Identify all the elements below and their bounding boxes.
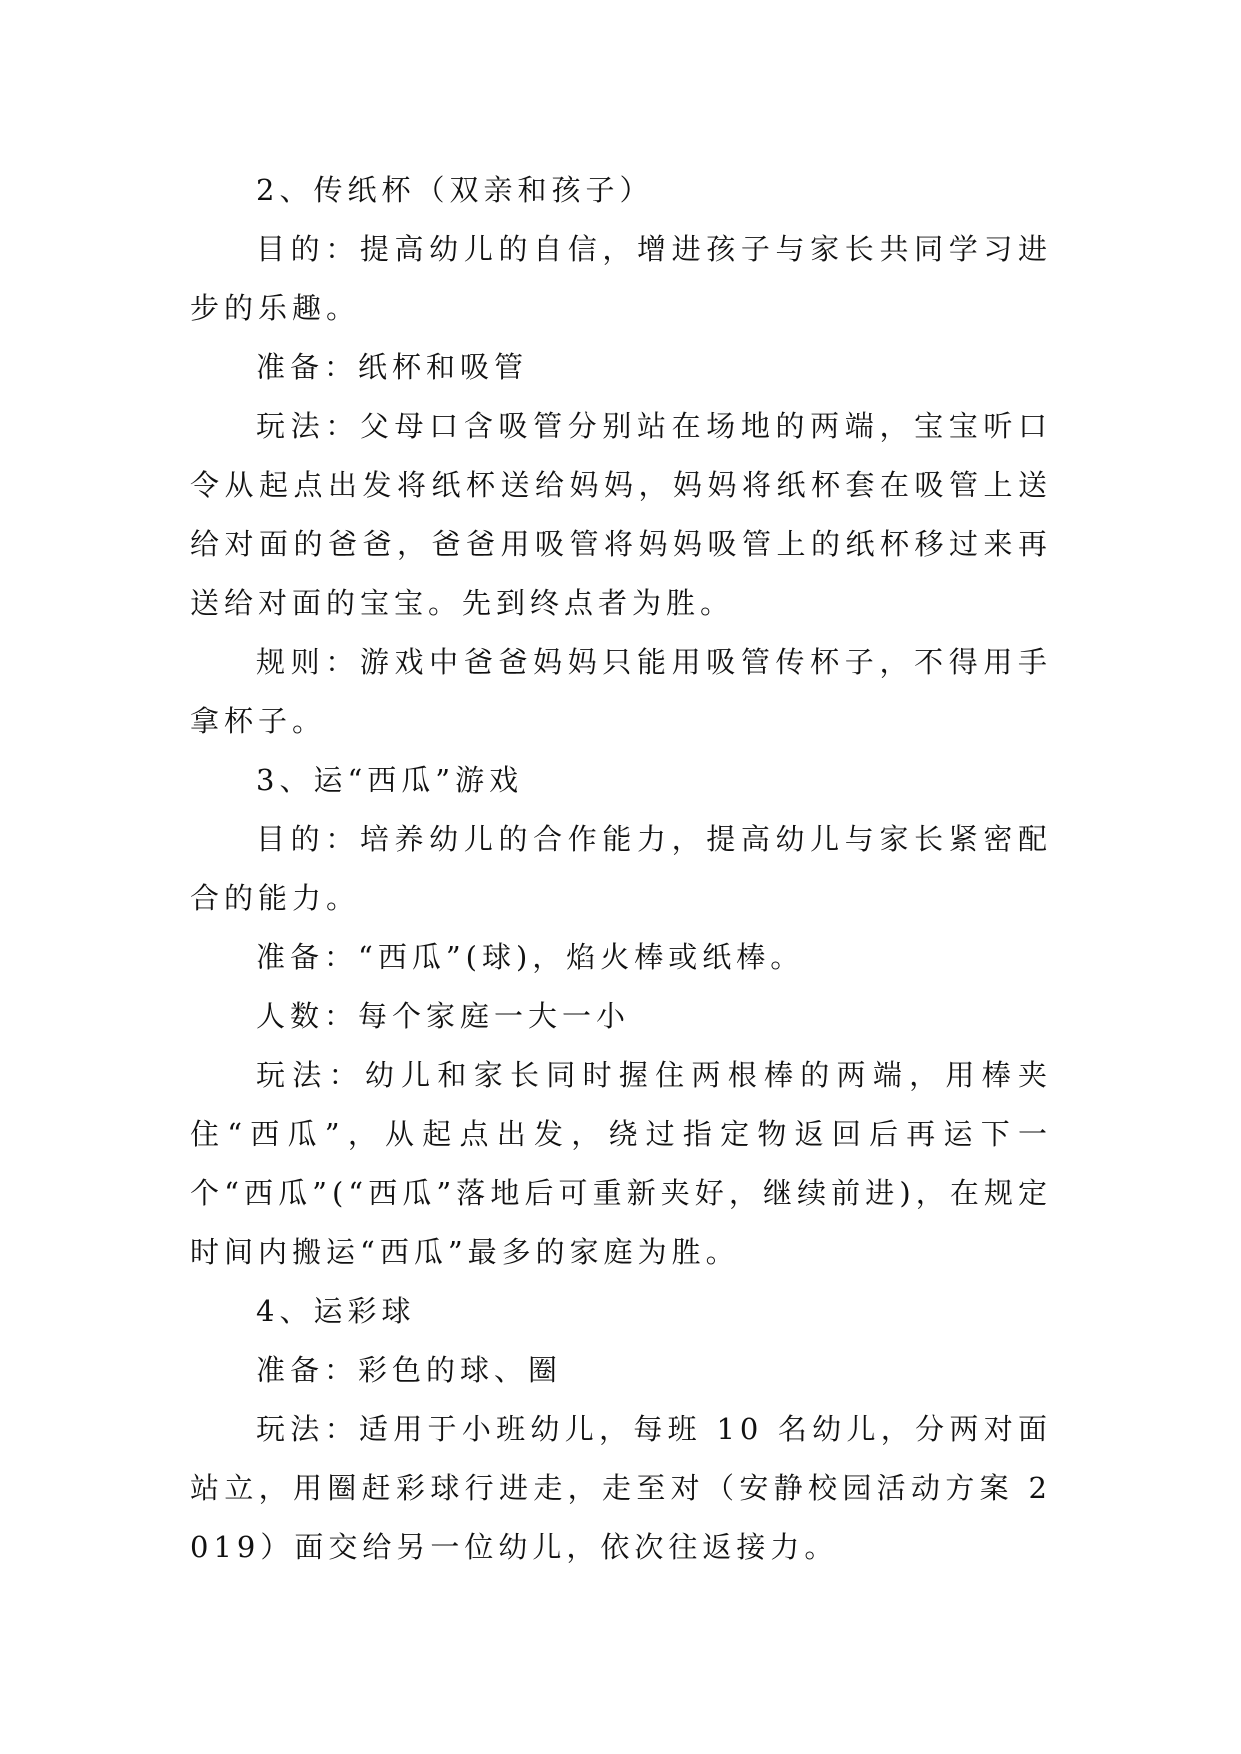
section-heading-carry-watermelon: 3、运“西瓜”游戏 xyxy=(256,763,524,797)
paragraph-gameplay: 玩法：父母口含吸管分别站在场地的两端，宝宝听口令从起点出发将纸杯送给妈妈，妈妈将纸杯套在吸管上送给对面的爸爸，爸爸用吸管将妈妈吸管上的纸杯移过来再送给对面的宝宝。先到终点者为胜。 xyxy=(190,409,1052,620)
paragraph-preparation: 准备：纸杯和吸管 xyxy=(256,350,529,384)
document-body xyxy=(190,161,1052,1577)
paragraph-gameplay: 玩法：幼儿和家长同时握住两根棒的两端，用棒夹住“西瓜”，从起点出发，绕过指定物返回后再运下一个“西瓜”(“西瓜”落地后可重新夹好，继续前进)，在规定时间内搬运“西瓜”最多的家庭为胜。 xyxy=(190,1058,1052,1269)
paragraph-preparation: 准备：“西瓜”(球)，焰火棒或纸棒。 xyxy=(256,940,805,974)
paragraph-rules: 规则：游戏中爸爸妈妈只能用吸管传杯子，不得用手拿杯子。 xyxy=(190,645,1052,738)
paragraph-preparation: 准备：彩色的球、圈 xyxy=(256,1353,563,1387)
paragraph-participants: 人数：每个家庭一大一小 xyxy=(256,999,631,1033)
paragraph-gameplay: 玩法：适用于小班幼儿，每班 10 名幼儿，分两对面站立，用圈赶彩球行进走，走至对（安静校园活动方案 2019）面交给另一位幼儿，依次往返接力。 xyxy=(190,1412,1052,1564)
paragraph-purpose: 目的：培养幼儿的合作能力，提高幼儿与家长紧密配合的能力。 xyxy=(190,822,1052,915)
section-heading-pass-cup: 2、传纸杯（双亲和孩子） xyxy=(256,173,654,207)
section-heading-carry-colored-ball: 4、运彩球 xyxy=(256,1294,416,1328)
paragraph-purpose: 目的：提高幼儿的自信，增进孩子与家长共同学习进步的乐趣。 xyxy=(190,232,1052,325)
